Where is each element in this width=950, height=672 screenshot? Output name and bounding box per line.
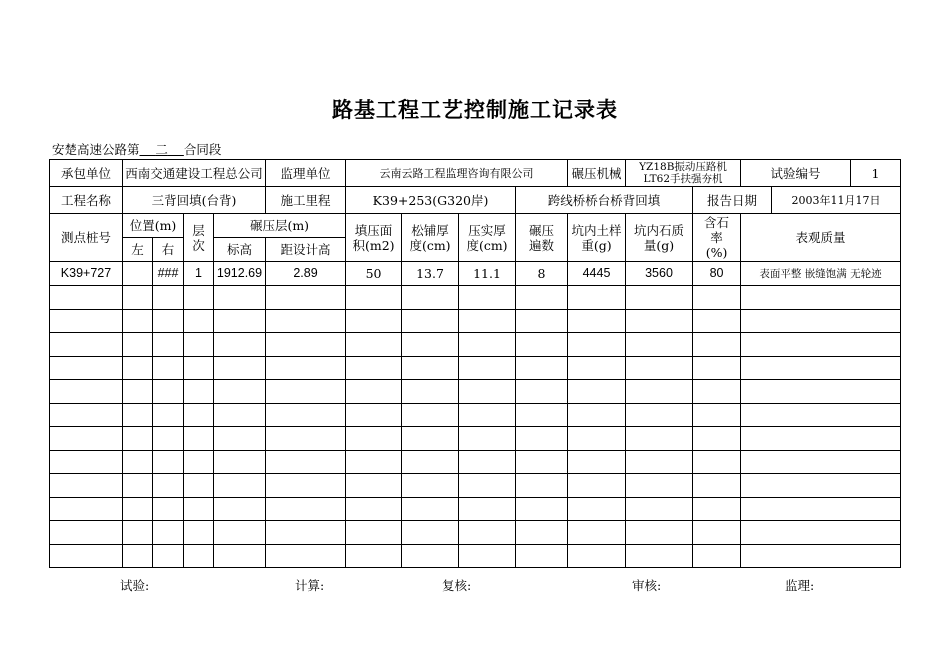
empty-cell bbox=[153, 544, 184, 568]
empty-cell bbox=[184, 427, 214, 451]
empty-cell bbox=[346, 450, 402, 474]
empty-cell bbox=[459, 450, 516, 474]
empty-cell bbox=[693, 356, 741, 380]
empty-row bbox=[50, 521, 901, 545]
supervisor-value: 云南云路工程监理咨询有限公司 bbox=[346, 160, 568, 187]
empty-cell bbox=[693, 497, 741, 521]
empty-cell bbox=[266, 286, 346, 310]
empty-row bbox=[50, 380, 901, 404]
machine-label: 碾压机械 bbox=[568, 160, 626, 187]
empty-cell bbox=[50, 380, 123, 404]
empty-cell bbox=[402, 474, 459, 498]
appearance-header: 表观质量 bbox=[741, 214, 901, 262]
empty-cell bbox=[123, 474, 153, 498]
contractor-value: 西南交通建设工程总公司 bbox=[123, 160, 266, 187]
empty-row bbox=[50, 544, 901, 568]
empty-cell bbox=[214, 427, 266, 451]
report-date-label: 报告日期 bbox=[693, 187, 772, 214]
contractor-label: 承包单位 bbox=[50, 160, 123, 187]
footer-supervise: 监理: bbox=[785, 578, 815, 593]
empty-cell bbox=[266, 309, 346, 333]
empty-cell bbox=[153, 286, 184, 310]
empty-cell bbox=[50, 309, 123, 333]
mileage-label: 施工里程 bbox=[266, 187, 346, 214]
empty-cell bbox=[693, 403, 741, 427]
section-number: 二 bbox=[155, 142, 168, 157]
info-row-1 bbox=[50, 160, 901, 187]
empty-cell bbox=[346, 403, 402, 427]
machine-value: YZ18B振动压路机 LT62手扶强夯机 bbox=[626, 160, 741, 187]
loose-thickness-header: 松铺厚度(cm) bbox=[402, 214, 459, 262]
empty-cell bbox=[516, 380, 568, 404]
empty-cell bbox=[568, 521, 626, 545]
empty-cell bbox=[153, 356, 184, 380]
empty-cell bbox=[214, 474, 266, 498]
empty-cell bbox=[50, 427, 123, 451]
empty-cell bbox=[153, 333, 184, 357]
empty-cell bbox=[626, 356, 693, 380]
empty-cell bbox=[266, 356, 346, 380]
empty-cell bbox=[184, 356, 214, 380]
construction-record-table bbox=[49, 159, 901, 568]
empty-cell bbox=[153, 450, 184, 474]
empty-cell bbox=[568, 356, 626, 380]
empty-cell bbox=[123, 286, 153, 310]
empty-cell bbox=[568, 333, 626, 357]
empty-cell bbox=[568, 427, 626, 451]
empty-cell bbox=[626, 497, 693, 521]
mileage-value: K39+253(G320岸) bbox=[346, 187, 516, 214]
empty-cell bbox=[123, 427, 153, 451]
empty-cell bbox=[626, 286, 693, 310]
empty-cell bbox=[153, 380, 184, 404]
station-header: 测点桩号 bbox=[50, 214, 123, 262]
compact-thickness-cell: 11.1 bbox=[459, 262, 516, 286]
empty-cell bbox=[741, 356, 901, 380]
empty-cell bbox=[626, 427, 693, 451]
empty-cell bbox=[266, 380, 346, 404]
empty-cell bbox=[346, 497, 402, 521]
empty-cell bbox=[266, 544, 346, 568]
project-value: 三背回填(台背) bbox=[123, 187, 266, 214]
empty-cell bbox=[50, 333, 123, 357]
empty-cell bbox=[266, 497, 346, 521]
empty-cell bbox=[214, 380, 266, 404]
empty-cell bbox=[214, 544, 266, 568]
empty-cell bbox=[50, 450, 123, 474]
fill-area-header: 填压面积(m2) bbox=[346, 214, 402, 262]
stone-ratio-cell: 80 bbox=[693, 262, 741, 286]
empty-cell bbox=[266, 450, 346, 474]
empty-cell bbox=[516, 356, 568, 380]
empty-row bbox=[50, 333, 901, 357]
appearance-cell: 表面平整 嵌缝饱满 无轮迹 bbox=[741, 262, 901, 286]
empty-cell bbox=[693, 380, 741, 404]
fill-area-cell: 50 bbox=[346, 262, 402, 286]
empty-cell bbox=[346, 309, 402, 333]
empty-cell bbox=[693, 450, 741, 474]
empty-cell bbox=[184, 286, 214, 310]
empty-cell bbox=[346, 333, 402, 357]
empty-cell bbox=[184, 474, 214, 498]
report-date-value: 2003年11月17日 bbox=[772, 187, 901, 214]
empty-cell bbox=[741, 286, 901, 310]
empty-cell bbox=[693, 427, 741, 451]
empty-cell bbox=[741, 309, 901, 333]
empty-cell bbox=[214, 450, 266, 474]
layer-header: 层次 bbox=[184, 214, 214, 262]
empty-row bbox=[50, 403, 901, 427]
empty-cell bbox=[153, 427, 184, 451]
empty-cell bbox=[153, 497, 184, 521]
empty-cell bbox=[184, 333, 214, 357]
empty-cell bbox=[568, 286, 626, 310]
passes-cell: 8 bbox=[516, 262, 568, 286]
empty-cell bbox=[123, 333, 153, 357]
empty-cell bbox=[402, 309, 459, 333]
empty-cell bbox=[568, 450, 626, 474]
empty-cell bbox=[741, 403, 901, 427]
empty-cell bbox=[693, 544, 741, 568]
empty-cell bbox=[741, 427, 901, 451]
empty-cell bbox=[741, 450, 901, 474]
empty-cell bbox=[693, 309, 741, 333]
empty-cell bbox=[184, 309, 214, 333]
empty-cell bbox=[459, 521, 516, 545]
empty-cell bbox=[568, 309, 626, 333]
empty-row bbox=[50, 427, 901, 451]
empty-cell bbox=[50, 286, 123, 310]
empty-cell bbox=[153, 309, 184, 333]
empty-cell bbox=[123, 380, 153, 404]
page-title: 路基工程工艺控制施工记录表 bbox=[332, 97, 618, 122]
contract-section bbox=[52, 140, 221, 158]
empty-cell bbox=[516, 497, 568, 521]
footer-review: 审核: bbox=[632, 578, 662, 593]
design-dist-header: 距设计高 bbox=[266, 238, 346, 262]
empty-cell bbox=[626, 333, 693, 357]
empty-cell bbox=[214, 403, 266, 427]
empty-cell bbox=[123, 356, 153, 380]
empty-cell bbox=[516, 521, 568, 545]
pit-soil-weight-header: 坑内土样重(g) bbox=[568, 214, 626, 262]
empty-cell bbox=[346, 356, 402, 380]
empty-cell bbox=[346, 544, 402, 568]
empty-cell bbox=[153, 474, 184, 498]
empty-cell bbox=[626, 403, 693, 427]
station-cell: K39+727 bbox=[50, 262, 123, 286]
empty-cell bbox=[459, 333, 516, 357]
empty-cell bbox=[123, 497, 153, 521]
empty-cell bbox=[266, 521, 346, 545]
loose-thickness-cell: 13.7 bbox=[402, 262, 459, 286]
empty-cell bbox=[402, 403, 459, 427]
empty-cell bbox=[459, 497, 516, 521]
pit-stone-weight-header: 坑内石质量(g) bbox=[626, 214, 693, 262]
location-value: 跨线桥桥台桥背回填 bbox=[516, 187, 693, 214]
empty-cell bbox=[741, 380, 901, 404]
empty-cell bbox=[459, 427, 516, 451]
empty-cell bbox=[153, 403, 184, 427]
empty-cell bbox=[184, 403, 214, 427]
empty-cell bbox=[626, 380, 693, 404]
empty-cell bbox=[214, 309, 266, 333]
empty-cell bbox=[153, 521, 184, 545]
project-label: 工程名称 bbox=[50, 187, 123, 214]
empty-cell bbox=[402, 427, 459, 451]
empty-cell bbox=[184, 380, 214, 404]
empty-cell bbox=[402, 450, 459, 474]
empty-cell bbox=[626, 544, 693, 568]
test-no-label: 试验编号 bbox=[741, 160, 851, 187]
compact-thickness-header: 压实厚度(cm) bbox=[459, 214, 516, 262]
info-row-2 bbox=[50, 187, 901, 214]
compaction-layer-header: 碾压层(m) bbox=[214, 214, 346, 238]
empty-cell bbox=[123, 403, 153, 427]
empty-row bbox=[50, 474, 901, 498]
empty-cell bbox=[459, 380, 516, 404]
empty-cell bbox=[516, 427, 568, 451]
empty-cell bbox=[266, 403, 346, 427]
empty-cell bbox=[459, 544, 516, 568]
empty-cell bbox=[459, 309, 516, 333]
empty-cell bbox=[50, 544, 123, 568]
pit-stone-weight-cell: 3560 bbox=[626, 262, 693, 286]
empty-cell bbox=[184, 544, 214, 568]
empty-row bbox=[50, 309, 901, 333]
empty-cell bbox=[741, 544, 901, 568]
empty-cell bbox=[516, 474, 568, 498]
test-no-value: 1 bbox=[851, 160, 901, 187]
empty-cell bbox=[516, 309, 568, 333]
empty-cell bbox=[402, 333, 459, 357]
empty-cell bbox=[214, 521, 266, 545]
empty-cell bbox=[123, 521, 153, 545]
empty-row bbox=[50, 450, 901, 474]
layer-cell: 1 bbox=[184, 262, 214, 286]
empty-cell bbox=[516, 450, 568, 474]
empty-cell bbox=[346, 427, 402, 451]
empty-cell bbox=[402, 286, 459, 310]
empty-cell bbox=[184, 497, 214, 521]
empty-cell bbox=[346, 521, 402, 545]
empty-cell bbox=[184, 521, 214, 545]
empty-cell bbox=[346, 380, 402, 404]
empty-cell bbox=[123, 544, 153, 568]
empty-cell bbox=[693, 521, 741, 545]
empty-cell bbox=[50, 497, 123, 521]
empty-cell bbox=[459, 356, 516, 380]
empty-cell bbox=[693, 286, 741, 310]
empty-cell bbox=[402, 380, 459, 404]
empty-cell bbox=[516, 286, 568, 310]
empty-cell bbox=[50, 403, 123, 427]
empty-cell bbox=[266, 427, 346, 451]
elevation-cell: 1912.69 bbox=[214, 262, 266, 286]
empty-cell bbox=[459, 474, 516, 498]
empty-cell bbox=[693, 474, 741, 498]
footer-test: 试验: bbox=[120, 578, 150, 593]
empty-cell bbox=[50, 521, 123, 545]
passes-header: 碾压遍数 bbox=[516, 214, 568, 262]
position-header: 位置(m) bbox=[123, 214, 184, 238]
empty-cell bbox=[568, 544, 626, 568]
left-header: 左 bbox=[123, 238, 153, 262]
supervisor-label: 监理单位 bbox=[266, 160, 346, 187]
header-row-1 bbox=[50, 214, 901, 238]
empty-cell bbox=[266, 474, 346, 498]
footer-calc: 计算: bbox=[295, 578, 325, 593]
empty-cell bbox=[626, 474, 693, 498]
pit-soil-weight-cell: 4445 bbox=[568, 262, 626, 286]
footer-recheck: 复核: bbox=[442, 578, 472, 593]
empty-cell bbox=[626, 521, 693, 545]
empty-cell bbox=[741, 333, 901, 357]
empty-cell bbox=[214, 286, 266, 310]
left-cell bbox=[123, 262, 153, 286]
section-suffix: 合同段 bbox=[183, 142, 222, 157]
empty-cell bbox=[568, 474, 626, 498]
empty-cell bbox=[402, 521, 459, 545]
empty-cell bbox=[402, 544, 459, 568]
empty-cell bbox=[346, 474, 402, 498]
empty-cell bbox=[741, 497, 901, 521]
empty-cell bbox=[626, 450, 693, 474]
empty-cell bbox=[568, 403, 626, 427]
empty-cell bbox=[50, 356, 123, 380]
empty-cell bbox=[626, 309, 693, 333]
empty-cell bbox=[214, 333, 266, 357]
empty-cell bbox=[214, 356, 266, 380]
empty-row bbox=[50, 356, 901, 380]
right-header: 右 bbox=[153, 238, 184, 262]
empty-cell bbox=[568, 380, 626, 404]
elevation-header: 标高 bbox=[214, 238, 266, 262]
empty-cell bbox=[266, 333, 346, 357]
empty-cell bbox=[459, 286, 516, 310]
empty-cell bbox=[402, 497, 459, 521]
empty-cell bbox=[346, 286, 402, 310]
empty-cell bbox=[184, 450, 214, 474]
empty-cell bbox=[459, 403, 516, 427]
design-dist-cell: 2.89 bbox=[266, 262, 346, 286]
right-cell: ### bbox=[153, 262, 184, 286]
empty-row bbox=[50, 497, 901, 521]
table-row bbox=[50, 262, 901, 286]
section-prefix: 安楚高速公路第 bbox=[52, 142, 140, 157]
stone-ratio-header: 含石率(%) bbox=[693, 214, 741, 262]
empty-cell bbox=[568, 497, 626, 521]
empty-cell bbox=[214, 497, 266, 521]
empty-cell bbox=[516, 403, 568, 427]
empty-cell bbox=[50, 474, 123, 498]
empty-cell bbox=[516, 544, 568, 568]
empty-cell bbox=[741, 521, 901, 545]
empty-cell bbox=[123, 450, 153, 474]
empty-cell bbox=[123, 309, 153, 333]
empty-row bbox=[50, 286, 901, 310]
empty-cell bbox=[741, 474, 901, 498]
empty-cell bbox=[402, 356, 459, 380]
empty-cell bbox=[693, 333, 741, 357]
empty-cell bbox=[516, 333, 568, 357]
